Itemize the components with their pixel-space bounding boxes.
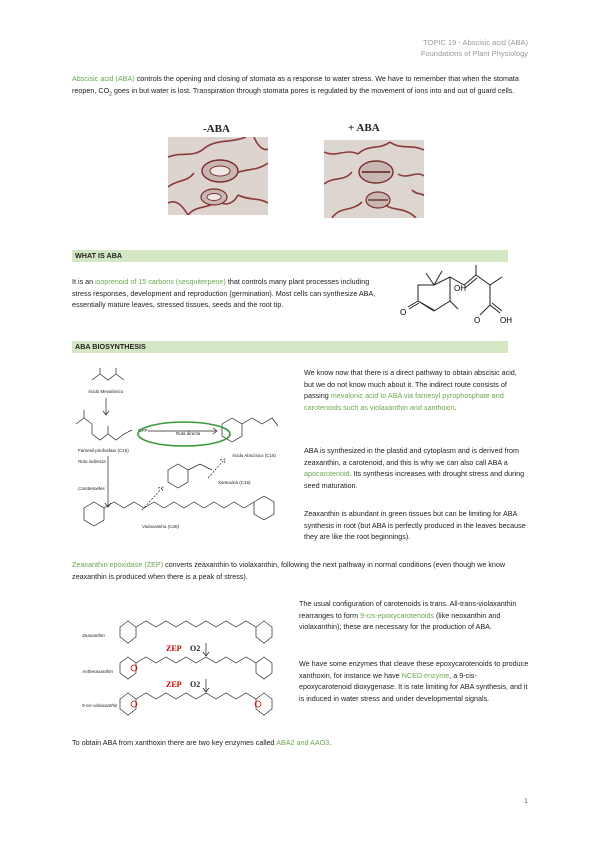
fig-farnesyl-label: Farnesil pirofosfato (C15) — [78, 448, 129, 453]
zep-caption-1 — [299, 598, 529, 633]
aba-structure-diagram — [396, 265, 531, 335]
zep-c1-highlight: 9-cis-epoxycarotenoids — [360, 610, 435, 620]
biosynthesis-paragraph-2 — [304, 445, 528, 491]
intro-text-1: controls the opening and closing of stomata as a response to water stress. We have to remember that when the stomata reopen, CO — [72, 74, 519, 95]
zep-o2-label-1: O2 — [190, 644, 201, 653]
zep-fig-violaxanthin: 9-cis-violaxanthin — [82, 703, 118, 708]
zep-highlight: Zeaxanthin epoxidase (ZEP) — [72, 560, 164, 569]
final-text-2: . — [329, 738, 332, 747]
final-highlight: ABA2 and AAO3 — [276, 738, 330, 747]
bio-p1-highlight: mevalonic acid to ABA via farnesyl pyrophosphate and carotenoids such as violaxanthin and xanthoxin — [304, 391, 504, 412]
what-is-highlight: isoprenoid of 15 carbons (sesquiterpene) — [95, 277, 226, 286]
zep-enzyme-label-2: ZEP — [166, 680, 182, 689]
label-plus-aba: + ABA — [348, 122, 380, 134]
bio-p2-highlight: apocarotenoid — [304, 469, 350, 479]
zep-pathway-diagram — [72, 597, 297, 722]
biosynthesis-pathway-diagram — [72, 360, 297, 538]
stomata-image-minus-aba — [168, 137, 268, 215]
fig-ruta-indirecta-label: Ruta indirecta — [78, 459, 106, 464]
intro-term: Abscisic acid (ABA) — [72, 74, 135, 83]
what-is-text-2: that controls many plant processes including stress responses, development and reproduction (germination). Most cells can synthesize ABA, essentially mature leaves, stressed tissues, seeds and the root tip. — [72, 277, 376, 310]
final-paragraph — [72, 737, 524, 749]
bio-p1-text-b: . — [454, 402, 457, 412]
zep-fig-antheraxanthin: Antheraxanthin — [82, 669, 113, 674]
fig-ruta-directa-label: Ruta directa — [176, 431, 201, 436]
page-number: 1 — [524, 798, 528, 805]
zep-text: converts zeaxanthin to violaxanthin, following the next pathway in normal conditions (even though we know zeaxanthin is produced when there is a peak of stress). — [72, 560, 506, 581]
fig-carotenoides-label: Carotenoides — [78, 486, 105, 491]
intro-paragraph — [72, 73, 524, 101]
aba-ketone-o-label: O — [400, 308, 407, 317]
page-header — [421, 37, 528, 59]
final-text-1: To obtain ABA from xanthoxin there are two key enzymes called — [72, 738, 277, 747]
zep-o2-label-2: O2 — [190, 680, 201, 689]
zep-c1-text-a: The usual configuration of carotenoids is trans. All-trans-violaxanthin rearranges to form — [299, 599, 517, 620]
fig-violaxantina-label: Violaxantina (C40) — [142, 524, 179, 529]
aba-oh-label: OH — [454, 284, 466, 293]
fig-opp-label: OPP — [138, 428, 148, 433]
biosynthesis-paragraph-1 — [304, 367, 528, 413]
section-heading-aba-biosynthesis: ABA BIOSYNTHESIS — [72, 341, 508, 353]
zep-enzyme-label-1: ZEP — [166, 644, 182, 653]
intro-text-2: goes in but water is lost. Transpiration through stomata pores is regulated by the movement of ions into and out of guard cells. — [111, 85, 515, 95]
fig-mevalonic-label: Ácido Mevalónico — [88, 389, 124, 394]
zep-paragraph — [72, 559, 530, 582]
zep-caption-2 — [299, 658, 529, 704]
bio-p2-text-b: . Its synthesis increases with drought stress and during seed maturation. — [304, 469, 525, 490]
intro-subscript: 2 — [109, 91, 112, 98]
zep-c2-text-b: , a 9-cis-epoxycarotenoid dioxygenase. It is rate limiting for ABA synthesis, and it is induced in water stress and under developmental signals. — [299, 670, 528, 703]
header-course: Foundations of Plant Physiology — [420, 49, 528, 58]
zep-c1-text-b: (like neoxanthin and violaxanthin); these are necessary for the production of ABA. — [299, 610, 501, 632]
bio-p2-text-a: ABA is synthesized in the plastid and cytoplasm and is derived from zeaxanthin, a carotenoid, and this is why we can also call ABA a — [304, 446, 519, 467]
biosynthesis-paragraph-3: Zeaxanthin is abundant in green tissues but can be limiting for ABA synthesis in root (but ABA is perfectly produced in the leaves because they are like the root beginnings). — [304, 509, 526, 542]
fig-xantoxina-label: Xantoxina (C15) — [218, 480, 251, 485]
bio-p1-text-a: We know now that there is a direct pathway to obtain abscisic acid, but we do not know much about it. The indirect route consists of passing — [304, 368, 517, 401]
zep-c2-text-a: We have some enzymes that cleave these epoxycarotenoids to produce xanthoxin, for instance we have — [299, 659, 529, 680]
aba-acid-oh-label: OH — [500, 316, 512, 325]
fig-aba-label: Ácido Abscísico (C15) — [232, 453, 277, 458]
header-topic: TOPIC 19 - Abscisic acid (ABA) — [423, 38, 528, 47]
section-heading-what-is-aba: WHAT IS ABA — [72, 250, 508, 262]
label-minus-aba: -ABA — [203, 123, 230, 135]
stomata-image-plus-aba — [324, 140, 424, 218]
zep-c2-highlight: NCED enzyme — [401, 670, 450, 680]
what-is-text-1: It is an — [72, 277, 96, 286]
zep-fig-zeaxanthin: Zeaxanthin — [82, 633, 105, 638]
what-is-paragraph — [72, 276, 390, 311]
aba-acid-o-label: O — [474, 316, 481, 325]
